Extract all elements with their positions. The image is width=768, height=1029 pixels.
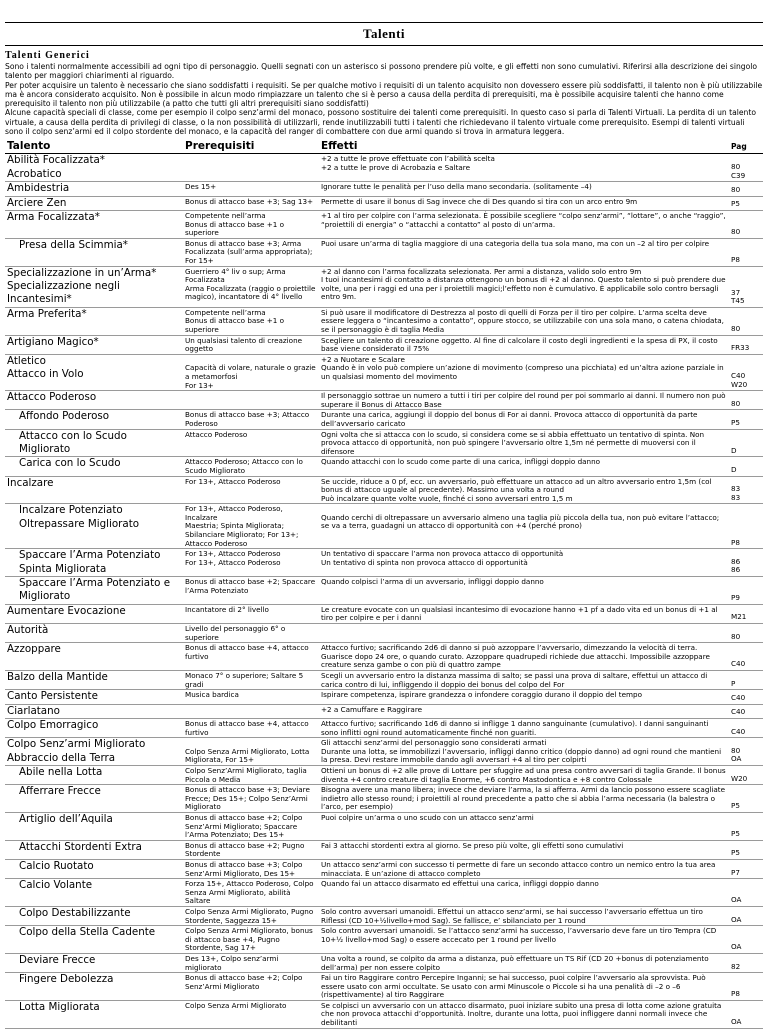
table-row bbox=[5, 335, 763, 354]
prerequisites-cell: Attacco Poderoso; Attacco con lo Scudo Migliorato bbox=[183, 457, 319, 476]
page-ref-cell: P5 bbox=[729, 813, 763, 841]
page-ref-cell: 80 bbox=[729, 624, 763, 643]
table-row bbox=[5, 953, 763, 972]
effects-cell: Puoi usare un’arma di taglia maggiore di una categoria della tua sola mano, ma con un –2 al tiro per colpire bbox=[319, 238, 729, 266]
talent-name: Oltrepassare Migliorato bbox=[19, 517, 140, 530]
talent-name: Arma Preferita* bbox=[7, 307, 87, 320]
table-header-row bbox=[5, 140, 763, 154]
page-ref-cell: P5 bbox=[729, 196, 763, 210]
effects-cell: Quando attacchi con lo scudo come parte di una carica, infliggi doppio danno bbox=[319, 457, 729, 476]
talent-name: Aumentare Evocazione bbox=[7, 604, 126, 617]
effects-cell: Puoi colpire un’arma o uno scudo con un attacco senz’armi bbox=[319, 813, 729, 841]
talent-name: Carica con lo Scudo bbox=[19, 457, 121, 470]
effects-cell: Permette di usare il bonus di Sag invece che di Des quando si tira con un arco entro 9m bbox=[319, 196, 729, 210]
page-ref-cell: W20 bbox=[729, 766, 763, 785]
effects-cell: Ogni volta che si attacca con lo scudo, si considera come se si abbia effettuato un tentativo di spinta. Non provoca attacco di opportunità, non può spingere l’avversario oltre 1,5m né permette di muoversi con il difensore bbox=[319, 429, 729, 457]
page-ref-cell: FR33 bbox=[729, 335, 763, 354]
talent-name-cell bbox=[5, 859, 183, 878]
table-row bbox=[5, 307, 763, 335]
table-row bbox=[5, 182, 763, 196]
talent-name-cell bbox=[5, 973, 183, 1001]
page-ref-cell: 80 bbox=[729, 307, 763, 335]
talent-name-cell bbox=[5, 410, 183, 429]
table-row bbox=[5, 504, 763, 549]
talent-name-cell bbox=[5, 266, 183, 307]
talent-name-cell bbox=[5, 354, 183, 390]
page-ref-cell: 83 83 bbox=[729, 476, 763, 504]
talent-name: Abile nella Lotta bbox=[19, 766, 103, 779]
talent-name: Calcio Ruotato bbox=[19, 859, 94, 872]
header-pag: Pag bbox=[729, 140, 763, 154]
talent-name-cell bbox=[5, 766, 183, 785]
talent-name: Incalzare Potenziato bbox=[19, 504, 123, 517]
effects-cell: +2 a Camuffare e Raggirare bbox=[319, 704, 729, 718]
page-ref-cell: P8 bbox=[729, 504, 763, 549]
talent-name-cell bbox=[5, 1000, 183, 1028]
page-ref-cell: OA bbox=[729, 879, 763, 907]
prerequisites-cell: Des 13+, Colpo senz’armi migliorato bbox=[183, 953, 319, 972]
page-ref-cell: OA bbox=[729, 926, 763, 954]
effects-cell: +2 a Nuotare e Scalare Quando è in volo può compiere un’azione di movimento (compreso una picchiata) ed un’altra azione parziale in un qualsiasi momento del movimento bbox=[319, 354, 729, 390]
prerequisites-cell: Incantatore di 2° livello bbox=[183, 604, 319, 623]
page-ref-cell: M21 bbox=[729, 604, 763, 623]
talent-name: Colpo Emorragico bbox=[7, 719, 99, 732]
talent-name-cell bbox=[5, 719, 183, 738]
table-row bbox=[5, 196, 763, 210]
effects-cell: +1 al tiro per colpire con l’arma selezionata. È possibile scegliere “colpo senz’armi”, “lottare”, o anche “raggio”, “proiettili di energia” o “attacchi a contatto” al posto di un’arma. bbox=[319, 211, 729, 239]
table-row bbox=[5, 879, 763, 907]
table-row bbox=[5, 429, 763, 457]
page-ref-cell: P bbox=[729, 671, 763, 690]
page-ref-cell: D bbox=[729, 429, 763, 457]
table-row bbox=[5, 785, 763, 813]
table-row bbox=[5, 813, 763, 841]
talent-name: Abilità Focalizzata* bbox=[7, 154, 105, 167]
page-ref-cell: P9 bbox=[729, 577, 763, 605]
effects-cell: Un attacco senz’armi con successo ti permette di fare un secondo attacco contro un nemico entro la tua area minacciata. È un’azione di attacco completo bbox=[319, 859, 729, 878]
talent-name-cell bbox=[5, 196, 183, 210]
effects-cell: Una volta a round, se colpito da arma a distanza, può effettuare un TS Rif (CD 20 +bonus di potenziamento dell’arma) per non essere colpito bbox=[319, 953, 729, 972]
talent-name-cell bbox=[5, 624, 183, 643]
prerequisites-cell: Bonus di attacco base +3; Deviare Frecce; Des 15+; Colpo Senz’Armi Migliorato bbox=[183, 785, 319, 813]
page-ref-cell: 80 OA bbox=[729, 738, 763, 766]
talent-name-cell bbox=[5, 211, 183, 239]
talent-name: Abbraccio della Terra bbox=[7, 751, 116, 764]
table-row bbox=[5, 690, 763, 704]
intro-paragraph: Alcune capacità speciali di classe, come per esempio il colpo senz’armi del monaco, possono sostituire dei talenti come prerequisiti. In questo caso si parla di Talenti Virtuali. La perdita di un talento virtuale, a causa della perdita di privilegi di classe, o la non possibilità di utilizzarli, rende inutilizzabili tutti i talenti che richiedevano il talento virtuale come prerequisito. Esempi di talenti virtuali sono il colpo senz’armi ed il colpo stordente del monaco, e la capacità del ranger di combattere con due armi quando si trova in armatura leggera. bbox=[5, 108, 756, 137]
talent-name: Spaccare l’Arma Potenziato e Migliorato bbox=[19, 577, 171, 603]
document-page bbox=[5, 22, 763, 1029]
header-talento: Talento bbox=[5, 140, 183, 154]
prerequisites-cell bbox=[183, 154, 319, 182]
effects-cell: Quando fai un attacco disarmato ed effettui una carica, infliggi doppio danno bbox=[319, 879, 729, 907]
table-row bbox=[5, 906, 763, 925]
table-row bbox=[5, 549, 763, 577]
prerequisites-cell: Bonus di attacco base +2; Pugno Stordente bbox=[183, 840, 319, 859]
talent-name-cell bbox=[5, 813, 183, 841]
prerequisites-cell bbox=[183, 704, 319, 718]
talent-name: Lotta Migliorata bbox=[19, 1000, 100, 1013]
talent-name: Artiglio dell’Aquila bbox=[19, 813, 113, 825]
table-row bbox=[5, 738, 763, 766]
talent-name: Spaccare l’Arma Potenziato bbox=[19, 549, 161, 562]
prerequisites-cell: For 13+, Attacco Poderoso, Incalzare Maestria; Spinta Migliorata; Sbilanciare Migliorato; For 13+; Attacco Poderoso bbox=[183, 504, 319, 549]
effects-cell: Fai 3 attacchi stordenti extra al giorno. Se preso più volte, gli effetti sono cumulativi bbox=[319, 840, 729, 859]
table-row bbox=[5, 391, 763, 410]
prerequisites-cell: Colpo Senz’Armi Migliorato, taglia Piccola o Media bbox=[183, 766, 319, 785]
effects-cell: Fai un tiro Raggirare contro Percepire Inganni; se hai successo, puoi colpire l’avversario ala sprovvista. Può essere usato con armi occultate. Se usato con armi Minuscole o Piccole si ha una penalità di –2 o –6 (rispettivamente) al tiro Raggirare bbox=[319, 973, 729, 1001]
table-row bbox=[5, 154, 763, 182]
effects-cell: Attacco furtivo; sacrificando 1d6 di danno si infligge 1 danno sanguinante (cumulativo). I danni sanguinanti sono inflitti ogni round automaticamente finché non guariti. bbox=[319, 719, 729, 738]
effects-cell: Scegli un avversario entro la distanza massima di salto; se passi una prova di saltare, effettui un attacco di carica contro di lui, infliggendo il doppio dei bonus del colpo del For bbox=[319, 671, 729, 690]
prerequisites-cell: Un qualsiasi talento di creazione oggetto bbox=[183, 335, 319, 354]
page-ref-cell: 82 bbox=[729, 953, 763, 972]
effects-cell: Quando colpisci l’arma di un avversario, infliggi doppio danno bbox=[319, 577, 729, 605]
effects-cell: Le creature evocate con un qualsiasi incantesimo di evocazione hanno +1 pf a dado vita ed un bonus di +1 al tiro per colpire e per i danni bbox=[319, 604, 729, 623]
talent-name-cell bbox=[5, 690, 183, 704]
talent-name: Atletico bbox=[7, 354, 46, 367]
page-ref-cell: C40 bbox=[729, 690, 763, 704]
intro-text bbox=[5, 62, 763, 136]
effects-cell bbox=[319, 624, 729, 643]
page-ref-cell: P5 bbox=[729, 840, 763, 859]
effects-cell: Bisogna avere una mano libera; invece che deviare l’arma, la si afferra. Armi da lancio possono essere scagliate indietro allo stesso round; i proiettili al round precedente a patto che si abbia l’arma necessaria (la balestra o l’arco, per esempio) bbox=[319, 785, 729, 813]
talent-name-cell bbox=[5, 785, 183, 813]
talent-name: Attacco con lo Scudo Migliorato bbox=[19, 429, 127, 455]
prerequisites-cell: Livello del personaggio 6° o superiore bbox=[183, 624, 319, 643]
effects-cell: Scegliere un talento di creazione oggetto. Al fine di calcolare il costo degli ingredienti e la spesa di PX, il costo base viene considerato il 75% bbox=[319, 335, 729, 354]
prerequisites-cell: Guerriero 4° liv o sup; Arma Focalizzata Arma Focalizzata (raggio o proiettile magico), incantatore di 4° livello bbox=[183, 266, 319, 307]
talent-name-cell bbox=[5, 335, 183, 354]
talent-name: Calcio Volante bbox=[19, 879, 93, 892]
prerequisites-cell: Bonus di attacco base +3; Colpo Senz’Armi Migliorato, Des 15+ bbox=[183, 859, 319, 878]
effects-cell: Solo contro avversari umanoidi. Effettui un attacco senz’armi, se hai successo l’avversario effettua un tiro Riflessi (CD 10+½livello+mod Sag). Se fallisce, e’ sbilanciato per 1 round bbox=[319, 906, 729, 925]
prerequisites-cell: For 13+, Attacco Poderoso bbox=[183, 476, 319, 504]
effects-cell: Se uccide, riduce a 0 pf, ecc. un avversario, può effettuare un attacco ad un altro avversario entro 1,5m (col bonus di attacco uguale al precedente). Massimo una volta a round Può incalzare quante volte vuole, finché ci sono avversari entro 1,5 m bbox=[319, 476, 729, 504]
effects-cell: Durante una carica, aggiungi il doppio del bonus di For ai danni. Provoca attacco di opportunità da parte dell’avversario caricato bbox=[319, 410, 729, 429]
talent-name: Affondo Poderoso bbox=[19, 410, 110, 423]
page-ref-cell: P8 bbox=[729, 238, 763, 266]
talent-name-cell bbox=[5, 577, 183, 605]
talent-name: Fingere Debolezza bbox=[19, 973, 114, 986]
table-row bbox=[5, 973, 763, 1001]
header-prerequisiti: Prerequisiti bbox=[183, 140, 319, 154]
talent-name: Ciarlatano bbox=[7, 704, 60, 717]
talent-name: Presa della Scimmia* bbox=[19, 238, 128, 251]
prerequisites-cell: Colpo Senza Armi Migliorato, Pugno Stordente, Saggezza 15+ bbox=[183, 906, 319, 925]
talent-name-cell bbox=[5, 307, 183, 335]
table-row bbox=[5, 476, 763, 504]
talent-name-cell bbox=[5, 182, 183, 196]
talent-name: Colpo della Stella Cadente bbox=[19, 926, 156, 939]
table-row bbox=[5, 354, 763, 390]
talent-name: Arma Focalizzata* bbox=[7, 211, 100, 223]
talent-name-cell bbox=[5, 238, 183, 266]
table-row bbox=[5, 457, 763, 476]
talent-name-cell bbox=[5, 926, 183, 954]
effects-cell: Ispirare competenza, ispirare grandezza o infondere coraggio durano il doppio del tempo bbox=[319, 690, 729, 704]
talent-name: Autorità bbox=[7, 624, 49, 637]
effects-cell: Un tentativo di spaccare l’arma non provoca attacco di opportunità Un tentativo di spinta non provoca attacco di opportunità bbox=[319, 549, 729, 577]
prerequisites-cell: Musica bardica bbox=[183, 690, 319, 704]
prerequisites-cell: Colpo Senza Armi Migliorato bbox=[183, 1000, 319, 1028]
section-title: Talenti Generici bbox=[5, 50, 90, 61]
talent-name: Specializzazione negli Incantesimi* bbox=[7, 279, 120, 306]
talent-name-cell bbox=[5, 906, 183, 925]
talents-table bbox=[5, 140, 763, 1028]
page-ref-cell: D bbox=[729, 457, 763, 476]
effects-cell: Si può usare il modificatore di Destrezza al posto di quelli di Forza per il tiro per colpire. L’arma scelta deve essere leggera o “incantesimo a contatto”, oppure stocco, se utilizzabile con una sola mano, o catena chiodata, se il personaggio è di taglia Media bbox=[319, 307, 729, 335]
page-title: Talenti bbox=[5, 22, 763, 46]
page-ref-cell: C40 bbox=[729, 719, 763, 738]
table-row bbox=[5, 577, 763, 605]
effects-cell: +2 a tutte le prove effettuate con l’abilità scelta +2 a tutte le prove di Acrobazia e Saltare bbox=[319, 154, 729, 182]
table-row bbox=[5, 624, 763, 643]
effects-cell: Attacco furtivo; sacrificando 2d6 di danno si può azzoppare l’avversario, dimezzando la velocità di terra. Guarisce dopo 24 ore, o quando curato. Azzoppare quadrupedi richiede due attacchi. Impossibile azzoppare creature senza gambe o con più di quattro zampe bbox=[319, 643, 729, 671]
prerequisites-cell: Des 15+ bbox=[183, 182, 319, 196]
effects-cell: +2 al danno con l’arma focalizzata selezionata. Per armi a distanza, valido solo entro 9m I tuoi incantesimi di contatto a distanza ottengono un bonus di +2 al danno. Questo talento si può prendere due volte, una per i raggi ed una per i proiettili magici;l’effetto non è cumulativo. È applicabile solo contro bersagli entro 9m. bbox=[319, 266, 729, 307]
prerequisites-cell: Colpo Senza Armi Migliorato, bonus di attacco base +4, Pugno Stordente, Sag 17+ bbox=[183, 926, 319, 954]
talent-name-cell bbox=[5, 953, 183, 972]
effects-cell: Ottieni un bonus di +2 alle prove di Lottare per sfuggire ad una presa contro avversari di taglia Grande. Il bonus diventa +4 contro creature di taglia Enorme, +6 contro Mastodontica e +8 contro Colossale bbox=[319, 766, 729, 785]
prerequisites-cell: Bonus di attacco base +2; Colpo Senz’Armi Migliorato bbox=[183, 973, 319, 1001]
talent-name-cell bbox=[5, 604, 183, 623]
prerequisites-cell: Bonus di attacco base +4, attacco furtivo bbox=[183, 643, 319, 671]
talent-name: Afferrare Frecce bbox=[19, 785, 101, 798]
prerequisites-cell: Bonus di attacco base +2; Colpo Senz’Armi Migliorato; Spaccare l’Arma Potenziato; Des 15+ bbox=[183, 813, 319, 841]
talent-name-cell bbox=[5, 476, 183, 504]
prerequisites-cell: Colpo Senza Armi Migliorato, Lotta Migliorata, For 15+ bbox=[183, 738, 319, 766]
page-ref-cell: 80 bbox=[729, 182, 763, 196]
page-ref-cell: 80 bbox=[729, 391, 763, 410]
page-ref-cell: OA bbox=[729, 906, 763, 925]
prerequisites-cell bbox=[183, 391, 319, 410]
talent-name-cell bbox=[5, 154, 183, 182]
talent-name: Azzoppare bbox=[7, 643, 61, 656]
talent-name-cell bbox=[5, 738, 183, 766]
table-row bbox=[5, 238, 763, 266]
table-row bbox=[5, 719, 763, 738]
talent-name: Attacchi Stordenti Extra bbox=[19, 840, 142, 853]
talent-name: Canto Persistente bbox=[7, 690, 98, 703]
talent-name: Artigiano Magico* bbox=[7, 335, 99, 348]
talent-name: Arciere Zen bbox=[7, 196, 67, 209]
effects-cell: Se colpisci un avversario con un attacco disarmato, puoi iniziare subito una presa di lotta come azione gratuita che non provoca attacchi d’opportunità. Inoltre, durante una lotta, puoi infliggere danni normali invece che debilitanti bbox=[319, 1000, 729, 1028]
prerequisites-cell: Bonus di attacco base +3; Attacco Poderoso bbox=[183, 410, 319, 429]
prerequisites-cell: Bonus di attacco base +3; Sag 13+ bbox=[183, 196, 319, 210]
prerequisites-cell: Monaco 7° o superiore; Saltare 5 gradi bbox=[183, 671, 319, 690]
talent-name-cell bbox=[5, 429, 183, 457]
prerequisites-cell: Bonus di attacco base +2; Spaccare l’Arma Potenziato bbox=[183, 577, 319, 605]
talent-name-cell bbox=[5, 704, 183, 718]
talent-name-cell bbox=[5, 457, 183, 476]
prerequisites-cell: Attacco Poderoso bbox=[183, 429, 319, 457]
effects-cell: Il personaggio sottrae un numero a tutti i tiri per colpire del round per poi sommarlo ai danni. Il numero non può superare il Bonus di Attacco Base bbox=[319, 391, 729, 410]
table-row bbox=[5, 643, 763, 671]
page-ref-cell: 80 bbox=[729, 211, 763, 239]
header-effetti: Effetti bbox=[319, 140, 729, 154]
talent-name-cell bbox=[5, 879, 183, 907]
effects-cell: Solo contro avversari umanoidi. Se l’attacco senz’armi ha successo, l’avversario deve fare un tiro Tempra (CD 10+½ livello+mod Sag) o essere accecato per 1 round per livello bbox=[319, 926, 729, 954]
effects-cell: Quando cerchi di oltrepassare un avversario almeno una taglia più piccola della tua, non può evitare l’attacco; se va a terra, guadagni un attacco di opportunità con +4 (perché prono) bbox=[319, 504, 729, 549]
table-row bbox=[5, 859, 763, 878]
prerequisites-cell: Bonus di attacco base +3; Arma Focalizzata (sull’arma appropriata); For 15+ bbox=[183, 238, 319, 266]
intro-paragraph: Sono i talenti normalmente accessibili ad ogni tipo di personaggio. Quelli segnati con un asterisco si possono prendere più volte, e gli effetti non sono cumulativi. Riferirsi alla descrizione dei singolo talento per maggiori chiarimenti al riguardo. bbox=[5, 62, 757, 81]
page-ref-cell: P5 bbox=[729, 410, 763, 429]
table-row bbox=[5, 604, 763, 623]
table-row bbox=[5, 766, 763, 785]
talent-name: Balzo della Mantide bbox=[7, 671, 108, 684]
talent-name: Specializzazione in un’Arma* bbox=[7, 266, 157, 279]
talent-name: Spinta Migliorata bbox=[19, 562, 107, 575]
page-ref-cell: C40 bbox=[729, 704, 763, 718]
prerequisites-cell: Competente nell’arma Bonus di attacco base +1 o superiore bbox=[183, 307, 319, 335]
talent-name-cell bbox=[5, 671, 183, 690]
table-row bbox=[5, 926, 763, 954]
table-row bbox=[5, 266, 763, 307]
talent-name: Attacco in Volo bbox=[7, 368, 84, 381]
page-ref-cell: OA bbox=[729, 1000, 763, 1028]
talent-name-cell bbox=[5, 504, 183, 549]
talent-name: Colpo Destabilizzante bbox=[19, 906, 131, 919]
table-row bbox=[5, 1000, 763, 1028]
talent-name-cell bbox=[5, 391, 183, 410]
prerequisites-cell: For 13+, Attacco Poderoso For 13+, Attacco Poderoso bbox=[183, 549, 319, 577]
page-ref-cell: 86 86 bbox=[729, 549, 763, 577]
page-ref-cell: 80 C39 bbox=[729, 154, 763, 182]
effects-cell: Ignorare tutte le penalità per l’uso della mano secondaria. (solitamente –4) bbox=[319, 182, 729, 196]
talent-name-cell bbox=[5, 643, 183, 671]
table-row bbox=[5, 211, 763, 239]
prerequisites-cell: Bonus di attacco base +4, attacco furtivo bbox=[183, 719, 319, 738]
talent-name-cell bbox=[5, 840, 183, 859]
page-ref-cell: P5 bbox=[729, 785, 763, 813]
talent-name: Ambidestria bbox=[7, 182, 70, 195]
page-ref-cell: P8 bbox=[729, 973, 763, 1001]
prerequisites-cell: Forza 15+, Attacco Poderoso, Colpo Senza Armi Migliorato, abilità Saltare bbox=[183, 879, 319, 907]
talent-name: Colpo Senz’armi Migliorato bbox=[7, 738, 146, 751]
intro-paragraph: Per poter acquisire un talento è necessario che siano soddisfatti i requisiti. Se per qualche motivo i requisiti di un talento acquisito non dovessero essere più soddisfatti, il talento non è più utilizzabile ma è ancora considerato acquisito. Non è possibile in alcun modo rimpiazzare un talento che si è perso a causa della perdita di prerequisiti, ma è possibile acquisire talenti che hanno come prerequisito il talento non più utilizzabile (a patto che tutti gli altri prerequisiti siano soddisfatti) bbox=[5, 80, 763, 109]
table-row bbox=[5, 840, 763, 859]
prerequisites-cell: Capacità di volare, naturale o grazie a metamorfosi For 13+ bbox=[183, 354, 319, 390]
table-row bbox=[5, 410, 763, 429]
table-body bbox=[5, 154, 763, 1028]
talent-name: Acrobatico bbox=[7, 167, 62, 180]
page-ref-cell: C40 bbox=[729, 643, 763, 671]
effects-cell: Gli attacchi senz’armi del personaggio sono considerati armati Durante una lotta, se immobilizzi l’avversario, infliggi danno critico (doppio danno) ad ogni round che mantieni la presa. Devi restare immobile dando agli avversari +4 al tiro per colpirti bbox=[319, 738, 729, 766]
talent-name: Deviare Frecce bbox=[19, 953, 96, 966]
talent-name: Incalzare bbox=[7, 476, 54, 489]
talent-name-cell bbox=[5, 549, 183, 577]
page-ref-cell: P7 bbox=[729, 859, 763, 878]
page-ref-cell: C40 W20 bbox=[729, 354, 763, 390]
prerequisites-cell: Competente nell’arma Bonus di attacco base +1 o superiore bbox=[183, 211, 319, 239]
table-row bbox=[5, 704, 763, 718]
table-row bbox=[5, 671, 763, 690]
page-ref-cell: 37 T45 bbox=[729, 266, 763, 307]
talent-name: Attacco Poderoso bbox=[7, 391, 97, 404]
